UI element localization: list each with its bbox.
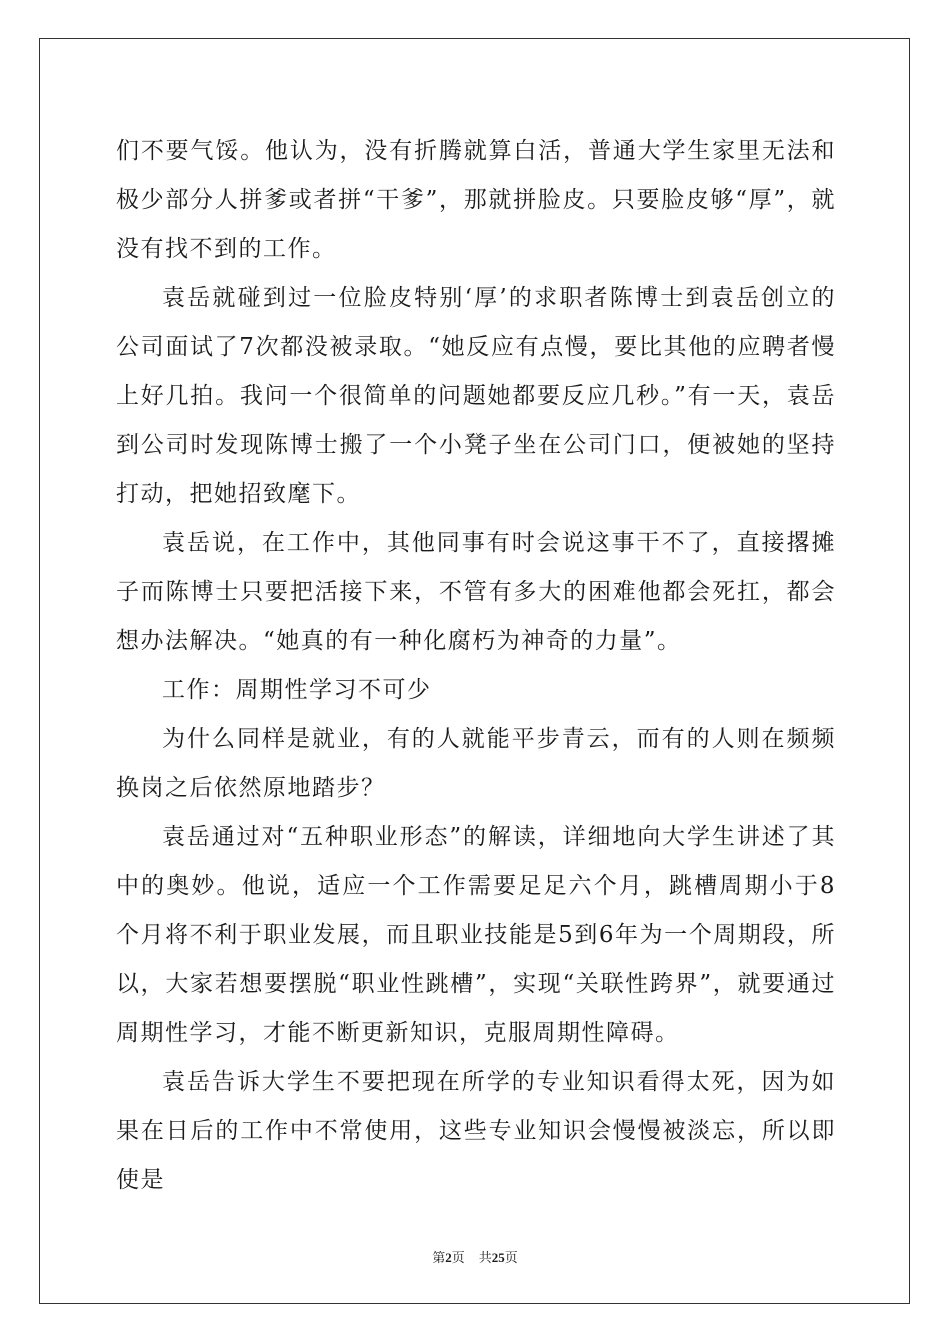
footer-total-suffix: 页 — [504, 1251, 518, 1266]
footer-total-prefix: 共 — [478, 1251, 492, 1266]
paragraph-1: 们不要气馁。他认为，没有折腾就算白活，普通大学生家里无法和极少部分人拼爹或者拼“干爹”，那就拼脸皮。只要脸皮够“厚”，就没有找不到的工作。 — [116, 138, 836, 262]
paragraph-4: 为什么同样是就业，有的人就能平步青云，而有的人则在频频换岗之后依然原地踏步？ — [116, 726, 836, 801]
footer-page-suffix: 页 — [451, 1251, 465, 1266]
section-heading: 工作：周期性学习不可少 — [162, 677, 432, 703]
total-page-number: 25 — [491, 1250, 505, 1265]
paragraph-5: 袁岳通过对“五种职业形态”的解读，详细地向大学生讲述了其中的奥妙。他说，适应一个工作需要足足六个月，跳槽周期小于8个月将不利于职业发展，而且职业技能是5到6年为一个周期段，所以，大家若想要摆脱“职业性跳槽”，实现“关联性跨界”，就要通过周期性学习，才能不断更新知识，克服周期性障碍。 — [116, 824, 836, 1046]
paragraph-2: 袁岳就碰到过一位脸皮特别‘厚’的求职者陈博士到袁岳创立的公司面试了7次都没被录取。“她反应有点慢，要比其他的应聘者慢上好几拍。我问一个很简单的问题她都要反应几秒。”有一天，袁岳到公司时发现陈博士搬了一个小凳子坐在公司门口，便被她的坚持打动，把她招致麾下。 — [116, 285, 836, 507]
page-footer — [0, 1247, 950, 1266]
footer-prefix: 第 — [432, 1251, 446, 1266]
paragraph-6: 袁岳告诉大学生不要把现在所学的专业知识看得太死，因为如果在日后的工作中不常使用，这些专业知识会慢慢被淡忘，所以即使是 — [116, 1069, 836, 1193]
document-body — [116, 127, 836, 1205]
paragraph-3: 袁岳说，在工作中，其他同事有时会说这事干不了，直接撂摊子而陈博士只要把活接下来，不管有多大的困难他都会死扛，都会想办法解决。“她真的有一种化腐朽为神奇的力量”。 — [116, 530, 836, 654]
current-page-number: 2 — [445, 1250, 452, 1265]
